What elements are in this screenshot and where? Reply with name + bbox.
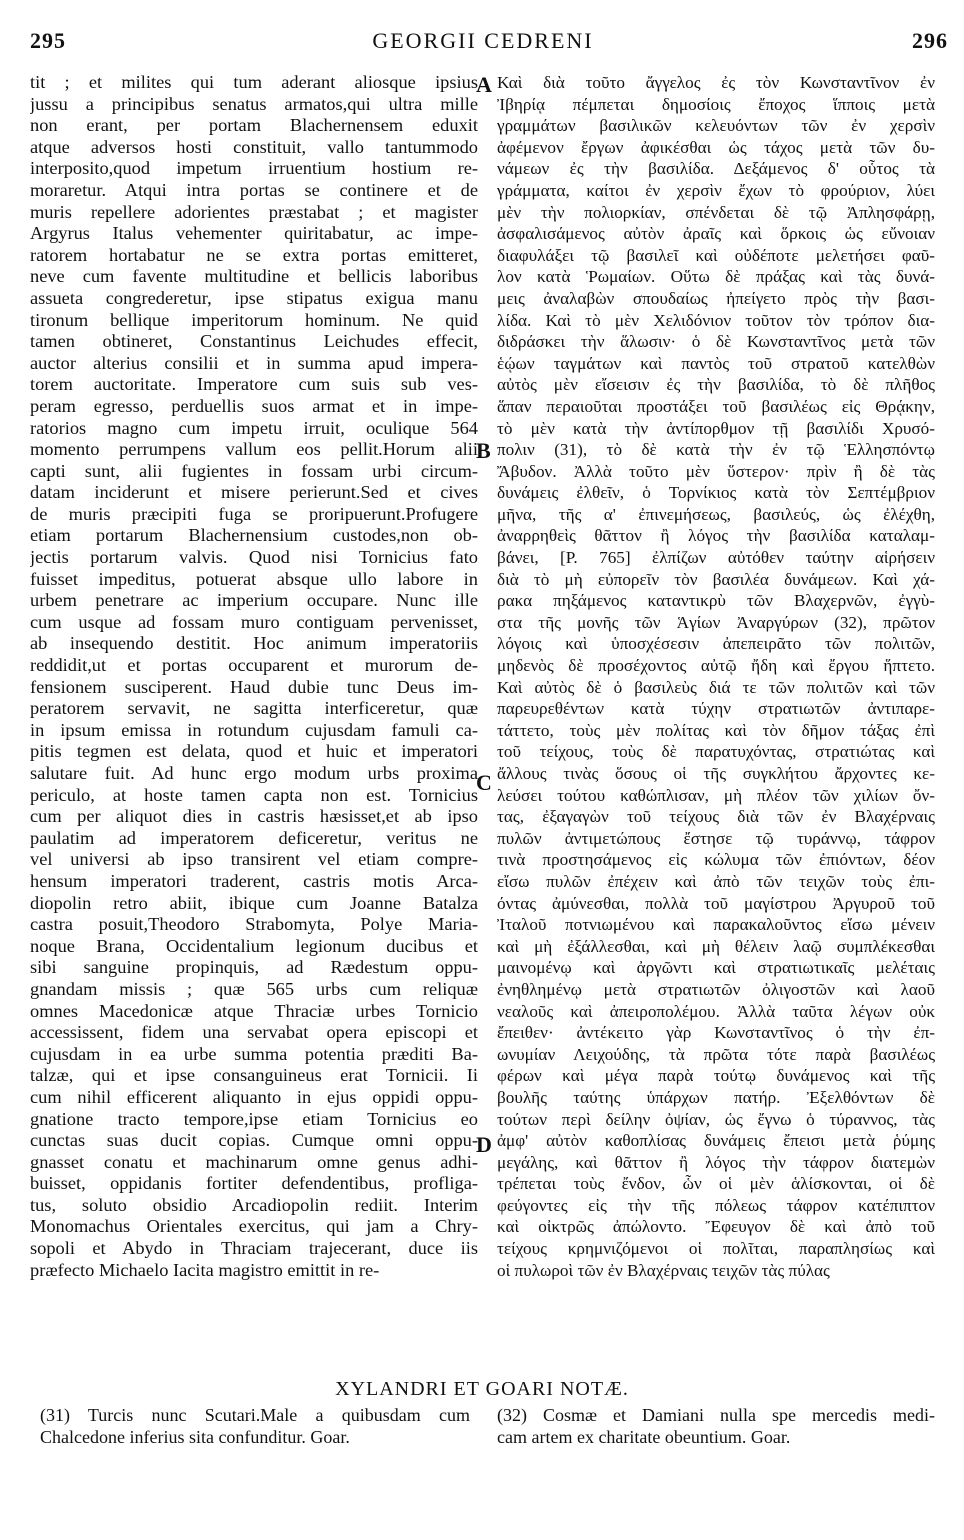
- greek-text-line: ἐνηθλημένῳ μετὰ στρατιωτῶν ὀλιγοστῶν καὶ λαοῦ: [497, 979, 935, 999]
- latin-text-line: tamen obtineret, Constantinus Leichudes effecit,: [30, 331, 478, 352]
- greek-text-line: ρακα πηξάμενος καταντικρὺ τῶν Βλαχερνῶν, ἐγγὺ-: [497, 591, 935, 611]
- latin-text-line: jussu a principibus senatus armatos,qui ultra mille: [30, 93, 478, 114]
- greek-text-line: ἑῴων ταγμάτων καὶ παντὸς τοῦ στρατοῦ κατελθὼν: [497, 353, 935, 373]
- page-number-left: 295: [30, 28, 66, 53]
- greek-text-line: λίδα. Καὶ τὸ μὲν Χελιδόνιον τοῦτον τὸν τρόπον δια-: [497, 310, 935, 330]
- latin-column: [30, 72, 478, 1281]
- latin-text-line: datam inciderunt et misere perierunt.Sed et cives: [30, 482, 478, 503]
- greek-text-line: τρέπεται τοὺς ἔνδον, ὧν οἱ μὲν ἁλίσκονται, οἱ δὲ: [497, 1174, 935, 1194]
- latin-text-line: peratorem servavit, ne sagitta interficeretur, quæ: [30, 698, 478, 719]
- latin-text-line: cum usque ad fossam muro contiguam pervenisset,: [30, 611, 478, 632]
- latin-text-line: momento perrumpens vallum eos pellit.Horum alii: [30, 439, 478, 460]
- greek-text-line: τείχους κρημνιζόμενοι οἱ πολῖται, παραπλησίως καὶ: [497, 1239, 935, 1259]
- latin-text-line: moraretur. Atqui intra portas se continere et de: [30, 179, 478, 200]
- latin-text-line: auctor alterius consilii et in summa apud impera-: [30, 352, 478, 373]
- greek-text-line: δυνάμεις ἐλθεῖν, ὁ Τορνίκιος κατὰ τὸν Σεπτέμβριον: [497, 483, 935, 503]
- latin-text-line: torem auctoritate. Imperatore cum suis sub ves-: [30, 374, 478, 395]
- latin-text-line: gnatione tracto tempore,ipse etiam Tornicius eo: [30, 1108, 478, 1129]
- greek-text-line: τὸ μὲν κατὰ τὴν ἀντίπορθμον τῇ βασιλίδι Χρυσό-: [497, 418, 935, 438]
- latin-text-line: cum per aliquot dies in castris hæsisset,et ab ipso: [30, 806, 478, 827]
- latin-text-line: urbem penetrare ac imperium occupare. Nunc ille: [30, 590, 478, 611]
- latin-text-line: cujusdam in ea urbe summa potentia præditi Ba-: [30, 1043, 478, 1064]
- latin-text-line: tironum bellique imperitorum hominum. Ne quid: [30, 309, 478, 330]
- greek-text-line: λόγοις καὶ ὑποσχέσεσιν ἀπεπειρᾶτο τῶν πολιτῶν,: [497, 634, 935, 654]
- greek-text-line: Καὶ διὰ τοῦτο ἄγγελος ἐς τὸν Κωνσταντῖνον ἐν: [497, 73, 935, 92]
- greek-text-line: ἀμφ' αὐτὸν καθοπλίσας δυνάμεις ἔπεισι μετὰ ῥύμης: [497, 1131, 935, 1151]
- greek-text-line: φεύγοντες εἰς τὴν τῆς πόλεως τάφρον κατέπιπτον: [497, 1195, 935, 1215]
- latin-text-line: pitis tegmen est delata, quod et huic et imperatori: [30, 741, 478, 762]
- greek-text-line: πυλῶν ἀντιμετώπους ἔστησε τῷ τυράννῳ, τάφρον: [497, 828, 935, 848]
- margin-marker-b: B: [476, 438, 491, 463]
- greek-text-line: γραμμάτων βασιλικῶν κελευόντων τῶν ἐν χερσὶν: [497, 116, 935, 136]
- greek-text-line: μαινομένῳ καὶ ἀργῶντι καὶ στρατιωτικαῖς μελέταις: [497, 958, 935, 978]
- greek-text-line: ἀναρρηθεὶς θᾶττον ἢ λόγος τὴν βασιλίδα καταλαμ-: [497, 526, 935, 546]
- greek-text-line: πολιν (31), τὸ δὲ κατὰ τὴν ἐν τῷ Ἑλλησπόντῳ: [497, 440, 935, 460]
- greek-text-line: τάττετο, τοὺς μὲν πολίτας καὶ τὸν δῆμον τάξας ἐπὶ: [497, 720, 935, 740]
- latin-text-line: tus, soluto obsidio Arcadiopolin rediit. Interim: [30, 1194, 478, 1215]
- greek-text-line: Ἰβηρίᾳ πέμπεται δημοσίοις ἔποχος ἵπποις μετὰ: [497, 94, 935, 114]
- greek-text-line: ἀσφαλισάμενος αὐτὸν ἀραῖς καὶ ὅρκοις ὡς εὔνοιαν: [497, 224, 935, 244]
- note-line: (31) Turcis nunc Scutari.Male a quibusdam cum: [40, 1405, 470, 1425]
- greek-text-line: ἀφέμενον ἔργων ἀφικέσθαι ὡς τάχος μετὰ τῶν δυ-: [497, 137, 935, 157]
- greek-text-line: εἴσω πυλῶν ἐπέχειν καὶ ἀπὸ τῶν τειχῶν τοὺς ἐπι-: [497, 871, 935, 891]
- greek-text-line: καὶ οἰκτρῶς ἀπώλοντο. Ἔφευγον δὲ καὶ ἀπὸ τοῦ: [497, 1217, 935, 1237]
- latin-text-line: assueta congrederetur, ipse stipatus exigua manu: [30, 287, 478, 308]
- latin-text-line: omnes Macedonicæ atque Thraciæ urbes Tornicio: [30, 1000, 478, 1021]
- latin-text-line: sibi sanguine propinquis, ad Rædestum oppu-: [30, 957, 478, 978]
- latin-text-line: capti sunt, alii fugientes in fossam urbi circum-: [30, 460, 478, 481]
- latin-text-line: hensum imperatori traderent, castris motis Arca-: [30, 870, 478, 891]
- greek-text-line: διαφυλάξει τῷ βασιλεῖ καὶ οὐδέποτε μελετήσει φαῦ-: [497, 245, 935, 265]
- note-line: Chalcedone inferius sita confunditur. Goar.: [40, 1426, 350, 1447]
- latin-text-line: etiam portarum Blachernensium custodes,non ob-: [30, 525, 478, 546]
- latin-text-line: jectis portarum valvis. Quod nisi Tornicius fato: [30, 547, 478, 568]
- greek-text-line: τούτων περὶ δείλην ὀψίαν, ὡς ἔγνω ὁ τύραννος, τὰς: [497, 1109, 935, 1129]
- greek-text-line: διδράσκει τὴν ἅλωσιν· ὁ δὲ Κωνσταντῖνος μετὰ τῶν: [497, 332, 935, 352]
- latin-text-line: fensionem susciperent. Haud dubie tunc Deus im-: [30, 676, 478, 697]
- greek-text-line: Καὶ αὐτὸς δὲ ὁ βασιλεὺς διά τε τῶν πολιτῶν καὶ τῶν: [497, 677, 935, 697]
- greek-text-line: φέρων καὶ μέγα παρὰ τούτῳ δυνάμενος καὶ τῆς: [497, 1066, 935, 1086]
- latin-text-line: talzæ, qui et ipse consanguineus erat Tornicii. Ii: [30, 1065, 478, 1086]
- greek-column: [497, 72, 935, 1281]
- latin-text-line: ab insequendo destitit. Hoc animum imperatoriis: [30, 633, 478, 654]
- latin-text-line: salutare fuit. Ad hunc ergo modum urbs proxima: [30, 763, 478, 783]
- greek-text-line: νεαλοῦς καὶ ἀπειροπολέμου. Ἀλλὰ ταῦτα λέγων οὐκ: [497, 1001, 935, 1021]
- greek-text-line: μηδενὸς δὲ προσέχοντος αὐτῷ ἤδη καὶ ἔργου ἥπτετο.: [497, 656, 935, 676]
- greek-text-line: γράμματα, καίτοι ἐν χερσὶν ἔχων τὸ φρούριον, λύει: [497, 180, 935, 200]
- margin-marker-c: C: [476, 770, 492, 795]
- notes-title: XYLANDRI ET GOARI NOTÆ.: [335, 1378, 629, 1400]
- page-number-right: 296: [912, 28, 948, 53]
- latin-text-line: de muris præcipiti fuga se proripuerunt.Profugere: [30, 503, 478, 524]
- latin-text-line: gnasset conatu et machinarum omne genus adhi-: [30, 1151, 478, 1172]
- latin-text-line: cum nihil efficerent aliquanto in ejus oppidi oppu-: [30, 1086, 478, 1107]
- greek-text-line: μεις ἀναλαβὼν σπουδαίως ἠπείγετο πρὸς τὴν βασι-: [497, 288, 935, 308]
- greek-text-line: μῆνα, τῆς α' ἐπινεμήσεως, βασιλεύς, ὡς ἐλέχθη,: [497, 504, 935, 524]
- greek-text-line: οἱ πυλωροὶ τῶν ἐν Βλαχέρναις τειχῶν τὰς πύλας: [497, 1260, 830, 1280]
- latin-text-line: peram egresso, perduellis suos armat et in impe-: [30, 395, 478, 416]
- greek-text-line: βουλῆς ταύτης ὑπάρχων πατήρ. Ἐξελθόντων δὲ: [497, 1087, 935, 1107]
- note-line: cam artem ex charitate obeuntium. Goar.: [497, 1426, 791, 1447]
- note-line: (32) Cosmæ et Damiani nulla spe mercedis medi-: [497, 1405, 935, 1425]
- page-header: [18, 28, 948, 58]
- latin-text-line: non erant, per portam Blachernensem eduxit: [30, 115, 478, 136]
- greek-text-line: ωνυμίαν Λειχούδης, τὰ πρῶτα τότε παρὰ βασιλέως: [497, 1044, 935, 1064]
- latin-text-line: in ipsum emissa in rotundum cujusdam famuli ca-: [30, 719, 478, 740]
- running-title: GEORGII CEDRENI: [372, 28, 594, 53]
- latin-text-line: periculo, at hoste tamen capta non est. Tornicius: [30, 784, 478, 805]
- greek-text-line: Ἰταλοῦ ποτνιωμένου καὶ παρακαλοῦντος εἴσω μένειν: [497, 915, 935, 935]
- greek-text-line: διὰ τὸ μὴ εὐπορεῖν τὸν βασιλέα δυνάμεων. Καὶ χά-: [497, 569, 935, 589]
- greek-text-line: μὲν τὴν πολιορκίαν, σπένδεται δὲ τῷ Ἀπλησφάρῃ,: [497, 202, 935, 222]
- greek-text-line: λον κατὰ Ῥωμαίων. Οὕτω δὲ πράξας καὶ τὰς δυνά-: [497, 267, 935, 287]
- greek-text-line: ἅπαν περαιοῦται προστάξει τοῦ βασιλέως εἰς Θρᾴκην,: [497, 396, 935, 416]
- greek-text-line: τινὰ προστησάμενος εἰς κώλυμα τῶν ἐπιόντων, δέον: [497, 850, 935, 870]
- latin-text-line: muris repellere adorientes præstabat ; et magister: [30, 201, 478, 222]
- greek-text-line: τοῦ τείχους, τοὺς δὲ παρατυχόντας, στρατιώτας καὶ: [497, 742, 935, 762]
- greek-text-line: αὐτὸς μὲν εἴσεισιν ἐς τὴν βασιλίδα, τὸ δὲ πλῆθος: [497, 375, 935, 395]
- latin-text-line: ratorem hortabatur ne se extra portas emitteret,: [30, 244, 478, 265]
- greek-text-line: λεύσει τούτου καθώπλισαν, μὴ πλέον τῶν χιλίων ὄν-: [497, 785, 935, 805]
- note-32: [497, 1405, 935, 1448]
- greek-text-line: στα τῆς μονῆς τῶν Ἁγίων Ἀναργύρων (32), πρῶτον: [497, 612, 935, 632]
- latin-text-line: accessissent, fidem una servabat opera episcopi et: [30, 1022, 478, 1043]
- note-31: [40, 1405, 470, 1448]
- greek-text-line: όντας ἀμύνεσθαι, πολλὰ τοῦ μαγίστρου Ἀργυροῦ τοῦ: [497, 893, 935, 913]
- greek-text-line: τας, ἐξαγαγὼν τοῦ τείχους διὰ τῶν ἐν Βλαχέρναις: [497, 807, 935, 827]
- latin-text-line: castra posuit,Theodoro Strabomyta, Polye Maria-: [30, 914, 478, 935]
- latin-text-line: Argyrus Italus vehementer quiritabatur, ac impe-: [30, 223, 478, 244]
- latin-text-line: reddidit,ut et portas occuparent et murorum de-: [30, 655, 478, 676]
- latin-text-line: vel universi ab ipso transirent vel etiam compre-: [30, 849, 478, 870]
- latin-text-line: atque adversos hosti constituit, vallo tantummodo: [30, 136, 478, 157]
- greek-text-line: ἄλλους τινὰς ὅσους οἱ τῆς συγκλήτου ἄρχοντες κε-: [497, 764, 935, 783]
- latin-text-line: gnandam missis ; quæ 565 urbs cum reliquæ: [30, 978, 478, 999]
- latin-text-line: neve cum favente multitudine et bellicis laboribus: [30, 266, 478, 287]
- greek-text-line: Ἄβυδον. Ἀλλὰ τοῦτο μὲν ὕστερον· πρὶν ἢ δὲ τὰς: [497, 461, 935, 481]
- greek-text-line: νάμεων ἐς τὴν βασιλίδα. Δεξάμενος δ' οὗτος τὰ: [497, 159, 935, 179]
- latin-text-line: paulatim ad imperatorem deficeretur, veritus ne: [30, 827, 478, 848]
- latin-text-line: interposito,quod impetum irruentium hostium re-: [30, 158, 478, 179]
- latin-text-line: ratorios magno cum impetu irruit, oculique 564: [30, 417, 478, 438]
- greek-text-line: καὶ μὴ ἐξάλλεσθαι, καὶ μὴ θέλειν λαῷ συμπλέκεσθαι: [497, 936, 935, 956]
- latin-text-line: præfecto Michaelo Iacita magistro emittit in re-: [30, 1259, 380, 1280]
- latin-text-line: buisset, oppidanis fortiter defendentibus, profliga-: [30, 1173, 478, 1194]
- margin-marker-a: A: [476, 72, 492, 97]
- latin-text-line: tit ; et milites qui tum aderant aliosque ipsius: [30, 72, 478, 92]
- latin-text-line: sopoli et Abydo in Thraciam trajecerant, duce iis: [30, 1238, 478, 1259]
- greek-text-line: παρευρεθέντων κατὰ τύχην στρατιωτῶν ἀντιπαρε-: [497, 699, 935, 719]
- margin-marker-d: D: [476, 1132, 492, 1157]
- latin-text-line: fuisset impeditus, potuerat absque ullo labore in: [30, 568, 478, 589]
- greek-text-line: βάνει, [P. 765] ἐλπίζων αὐτόθεν ταύτην αἱρήσειν: [497, 548, 935, 568]
- greek-text-line: ἔπειθεν· ἀντέκειτο γὰρ Κωνσταντῖνος ὁ τὴν ἐπ-: [497, 1023, 935, 1043]
- latin-text-line: noque Brana, Occidentalium legionum ducibus et: [30, 935, 478, 956]
- latin-text-line: cunctas suas ducit copias. Cumque omni oppu-: [30, 1130, 478, 1151]
- greek-text-line: μεγάλης, καὶ θᾶττον ἢ λόγος τὴν τάφρον διατεμὼν: [497, 1152, 935, 1172]
- latin-text-line: Monomachus Orientales exercitus, qui jam a Chry-: [30, 1216, 478, 1237]
- latin-text-line: diopolin retro abiit, ibique cum Joanne Batalza: [30, 892, 478, 913]
